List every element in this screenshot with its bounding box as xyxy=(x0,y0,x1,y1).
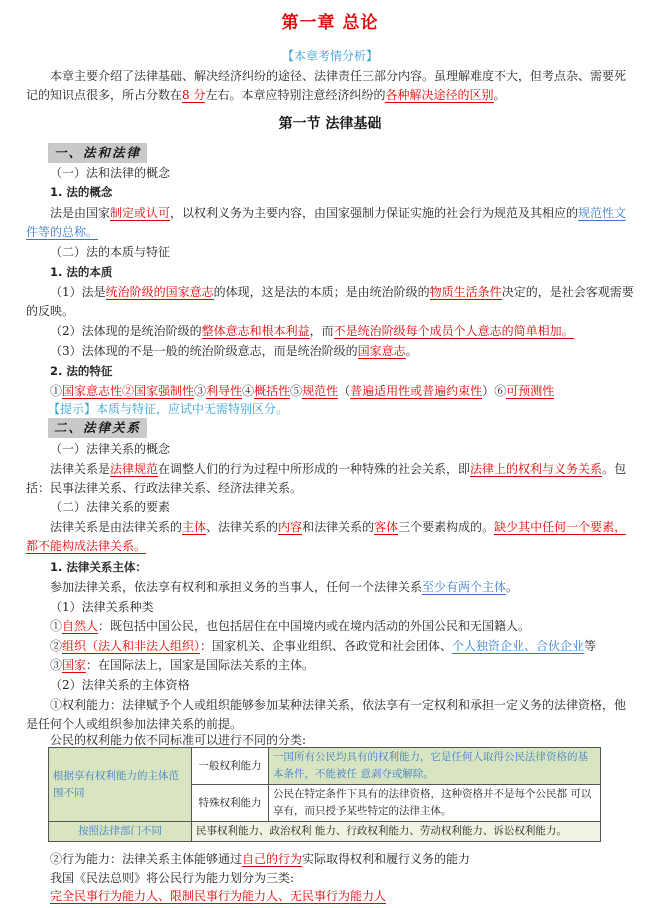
subheading-essence-features: （二）法的本质与特征 xyxy=(50,245,171,259)
heading-law: 一、法和法律 xyxy=(48,143,147,163)
essence-line-1b: 的反映。 xyxy=(26,304,75,318)
table-cell-scope: 根据享有权利能力的主体范围不同 xyxy=(49,748,192,822)
civil-code-line: 我国《民法总则》将公民行为能力划分为三类: xyxy=(50,871,295,885)
features-line: ①国家意志性②国家强制性③利导性④概括性⑤规范性（普遍适用性或普遍约束性）⑥可预测性 xyxy=(50,384,555,398)
elements-line-1: 法律关系是由法律关系的主体、法律关系的内容和法律关系的客体三个要素构成的。缺少其中任何一个要素， xyxy=(50,520,627,534)
capacity-line-3: 公民的权利能力依不同标准可以进行不同的分类: xyxy=(50,733,307,747)
capacity-line-1: ①权利能力：法律赋予个人或组织能够参加某种法律关系，依法享有一定权利和承担一定义务的法律资格，他 xyxy=(50,698,627,712)
capacity-table xyxy=(48,747,601,842)
heading-subject: 1. 法律关系主体： xyxy=(50,560,147,574)
concept-line-2: 件等的总称。 xyxy=(26,225,99,239)
essence-line-2: （2）法体现的是统治阶级的整体意志和根本利益，而不是统治阶级每个成员个人意志的简单相加。 xyxy=(50,324,574,338)
subheading-relation-elements: （二）法律关系的要素 xyxy=(50,500,171,514)
table-cell-dept: 按照法律部门不同 xyxy=(49,822,192,842)
subject-line: 参加法律关系，依法享有权利和承担义务的当事人，任何一个法律关系至少有两个主体。 xyxy=(50,580,519,594)
table-row xyxy=(49,748,601,785)
concept-line-1: 法是由国家制定或认可，以权利义务为主要内容，由国家强制力保证实施的社会行为规范及其相应的规范性文 xyxy=(50,206,627,220)
heading-essence: 1. 法的本质 xyxy=(50,265,113,279)
table-cell-general: 一般权利能力 xyxy=(192,748,269,785)
section-title: 第一节 法律基础 xyxy=(278,116,382,132)
act-capacity-line: ②行为能力：法律关系主体能够通过自己的行为实际取得权利和履行义务的能力 xyxy=(50,852,471,866)
heading-legal-relation: 二、法律关系 xyxy=(48,418,147,438)
subject-types-heading: （1）法律关系种类 xyxy=(50,600,154,614)
subject-qualification-heading: （2）法律关系的主体资格 xyxy=(50,678,190,692)
chapter-subtitle: 【本章考情分析】 xyxy=(281,49,378,63)
table-row xyxy=(49,822,601,842)
heading-features: 2. 法的特征 xyxy=(50,364,113,378)
chapter-title: 第一章 总论 xyxy=(281,13,379,33)
heading-concept: 1. 法的概念 xyxy=(50,185,113,199)
subject-type-natural-person: ①自然人：既包括中国公民，也包括居住在中国境内或在境内活动的外国公民和无国籍人。 xyxy=(50,619,531,633)
relation-concept-line-2: 括：民事法律关系、行政法律关系、经济法律关系。 xyxy=(26,481,303,495)
intro-line-2: 记的知识点很多，所占分数在8 分左右。本章应特别注意经济纠纷的各种解决途径的区别。 xyxy=(26,88,506,102)
capacity-line-2: 是任何个人或组织参加法律关系的前提。 xyxy=(26,717,243,731)
subheading-law-concept: （一）法和法律的概念 xyxy=(50,166,171,180)
subject-type-organization: ②组织（法人和非法人组织）：国家机关、企事业组织、各政党和社会团体、个人独资企业、合伙企业等 xyxy=(50,639,597,653)
subject-type-state: ③国家：在国际法上，国家是国际法关系的主体。 xyxy=(50,658,315,672)
tip-note: 【提示】本质与特征，应试中无需特别区分。 xyxy=(48,402,289,416)
table-cell-special-desc: 公民在特定条件下具有的法律资格，这种资格并不是每个公民都 可以享有，而只授予某些特定的法律主体。 xyxy=(269,785,601,822)
table-cell-special: 特殊权利能力 xyxy=(192,785,269,822)
intro-line-1: 本章主要介绍了法律基础、解决经济纠纷的途径、法律责任三部分内容。虽理解难度不大，但考点杂、需要死 xyxy=(50,69,627,83)
elements-line-2: 都不能构成法律关系。 xyxy=(26,539,147,553)
table-cell-general-desc: 一国所有公民均具有的权利能力，它是任何人取得公民法律资格的基本条件，不能被任 意剥夺或解除。 xyxy=(269,748,601,785)
table-cell-dept-list: 民事权利能力、政治权利 能力、行政权利能力、劳动权利能力、诉讼权利能力。 xyxy=(192,822,601,842)
relation-concept-line-1: 法律关系是法律规范在调整人们的行为过程中所形成的一种特殊的社会关系，即法律上的权利与义务关系。包 xyxy=(50,462,627,476)
essence-line-1: （1）法是统治阶级的国家意志的体现，这是法的本质；是由统治阶级的物质生活条件决定的，是社会客观需要 xyxy=(50,285,634,299)
essence-line-3: （3）法体现的不是一般的统治阶级意志，而是统治阶级的国家意志。 xyxy=(50,344,418,358)
subheading-relation-concept: （一）法律关系的概念 xyxy=(50,442,171,456)
capacity-types-line: 完全民事行为能力人、限制民事行为能力人、无民事行为能力人 xyxy=(50,889,387,903)
